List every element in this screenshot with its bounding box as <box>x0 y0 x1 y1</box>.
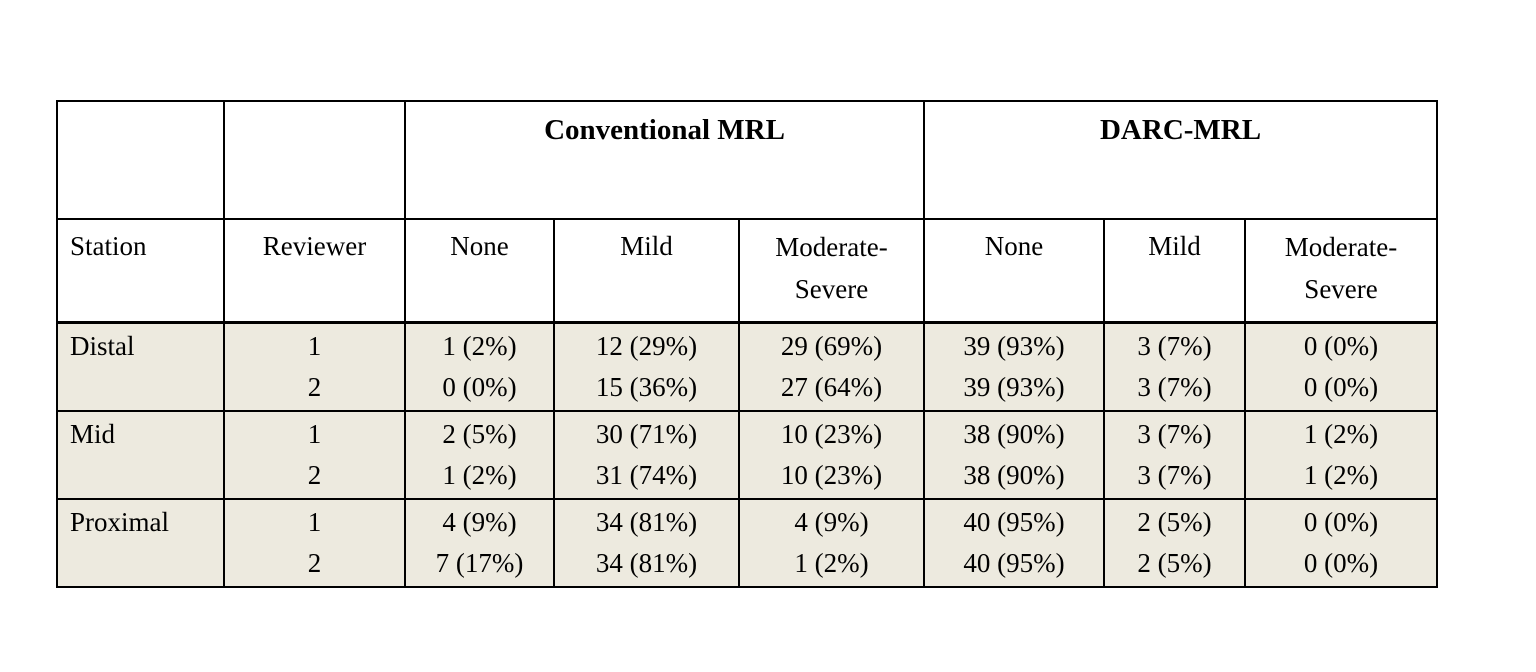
data-value: 3 (7%) <box>1137 372 1212 402</box>
data-value: 31 (74%) <box>595 460 698 490</box>
reviewer-value: 1 <box>307 507 322 537</box>
col-header-darc-mild: Mild <box>1104 219 1245 323</box>
cell-mid-station <box>57 411 224 499</box>
cell-mid-reviewer <box>224 411 405 499</box>
cell-mid-darc-none <box>924 411 1104 499</box>
data-value: 2 (5%) <box>1137 548 1212 578</box>
data-value: 29 (69%) <box>780 331 883 361</box>
data-value: 30 (71%) <box>595 419 698 449</box>
cell-proximal-darc-none <box>924 499 1104 587</box>
group-header-conventional-mrl: Conventional MRL <box>405 101 924 219</box>
col-header-conv-modsev <box>739 219 924 323</box>
col-header-reviewer: Reviewer <box>224 219 405 323</box>
reviewer-value: 1 <box>307 419 322 449</box>
cell-mid-conv-modsev <box>739 411 924 499</box>
table-row-proximal <box>57 499 1437 587</box>
data-value: 4 (9%) <box>442 507 517 537</box>
cell-proximal-conv-modsev <box>739 499 924 587</box>
station-label: Distal <box>70 331 135 361</box>
cell-proximal-darc-mild <box>1104 499 1245 587</box>
cell-mid-darc-mild <box>1104 411 1245 499</box>
data-value: 38 (90%) <box>963 460 1065 490</box>
data-value: 10 (23%) <box>780 419 883 449</box>
reviewer-value: 1 <box>307 331 322 361</box>
data-value: 0 (0%) <box>1303 507 1379 537</box>
data-value: 3 (7%) <box>1137 419 1212 449</box>
station-label: Proximal <box>70 507 169 537</box>
data-value: 2 (5%) <box>1137 507 1212 537</box>
data-value: 3 (7%) <box>1137 460 1212 490</box>
station-label: Mid <box>70 419 116 449</box>
data-value: 0 (0%) <box>1303 372 1379 402</box>
reviewer-value: 2 <box>307 460 322 490</box>
results-table-region <box>56 100 1438 588</box>
cell-distal-conv-mild <box>554 323 739 412</box>
data-value: 40 (95%) <box>963 507 1065 537</box>
blank-cell-reviewer <box>224 101 405 219</box>
cell-distal-conv-modsev <box>739 323 924 412</box>
col-header-conv-none: None <box>405 219 554 323</box>
col-header-conv-mild: Mild <box>554 219 739 323</box>
data-value: 7 (17%) <box>435 548 524 578</box>
data-value: 1 (2%) <box>442 331 517 361</box>
blank-cell-station <box>57 101 224 219</box>
data-value: 15 (36%) <box>595 372 698 402</box>
group-header-darc-mrl: DARC-MRL <box>924 101 1437 219</box>
table-row-mid <box>57 411 1437 499</box>
data-value: 27 (64%) <box>780 372 883 402</box>
col-header-station: Station <box>57 219 224 323</box>
data-value: 3 (7%) <box>1137 331 1212 361</box>
data-value: 4 (9%) <box>794 507 869 537</box>
reviewer-value: 2 <box>307 548 322 578</box>
table-row-distal <box>57 323 1437 412</box>
data-value: 2 (5%) <box>442 419 517 449</box>
cell-distal-reviewer <box>224 323 405 412</box>
cell-mid-conv-none <box>405 411 554 499</box>
data-value: 1 (2%) <box>1303 460 1379 490</box>
data-value: 34 (81%) <box>595 507 698 537</box>
cell-proximal-station <box>57 499 224 587</box>
col-header-conv-modsev-label: Moderate-Severe <box>775 232 888 304</box>
cell-distal-conv-none <box>405 323 554 412</box>
data-value: 0 (0%) <box>1303 331 1379 361</box>
cell-proximal-conv-none <box>405 499 554 587</box>
data-value: 10 (23%) <box>780 460 883 490</box>
reviewer-value: 2 <box>307 372 322 402</box>
column-header-row <box>57 219 1437 323</box>
cell-distal-darc-mild <box>1104 323 1245 412</box>
cell-distal-station <box>57 323 224 412</box>
cell-proximal-conv-mild <box>554 499 739 587</box>
data-value: 39 (93%) <box>963 331 1065 361</box>
cell-distal-darc-none <box>924 323 1104 412</box>
data-value: 34 (81%) <box>595 548 698 578</box>
data-value: 0 (0%) <box>1303 548 1379 578</box>
data-value: 0 (0%) <box>442 372 517 402</box>
data-value: 12 (29%) <box>595 331 698 361</box>
data-value: 1 (2%) <box>442 460 517 490</box>
cell-distal-darc-modsev <box>1245 323 1437 412</box>
data-value: 39 (93%) <box>963 372 1065 402</box>
cell-mid-conv-mild <box>554 411 739 499</box>
cell-proximal-darc-modsev <box>1245 499 1437 587</box>
cell-mid-darc-modsev <box>1245 411 1437 499</box>
col-header-darc-none: None <box>924 219 1104 323</box>
data-value: 1 (2%) <box>794 548 869 578</box>
cell-proximal-reviewer <box>224 499 405 587</box>
col-header-darc-modsev <box>1245 219 1437 323</box>
data-value: 1 (2%) <box>1303 419 1379 449</box>
group-header-row <box>57 101 1437 219</box>
data-value: 38 (90%) <box>963 419 1065 449</box>
data-value: 40 (95%) <box>963 548 1065 578</box>
col-header-darc-modsev-label: Moderate-Severe <box>1284 232 1398 304</box>
mrl-comparison-table <box>56 100 1438 588</box>
